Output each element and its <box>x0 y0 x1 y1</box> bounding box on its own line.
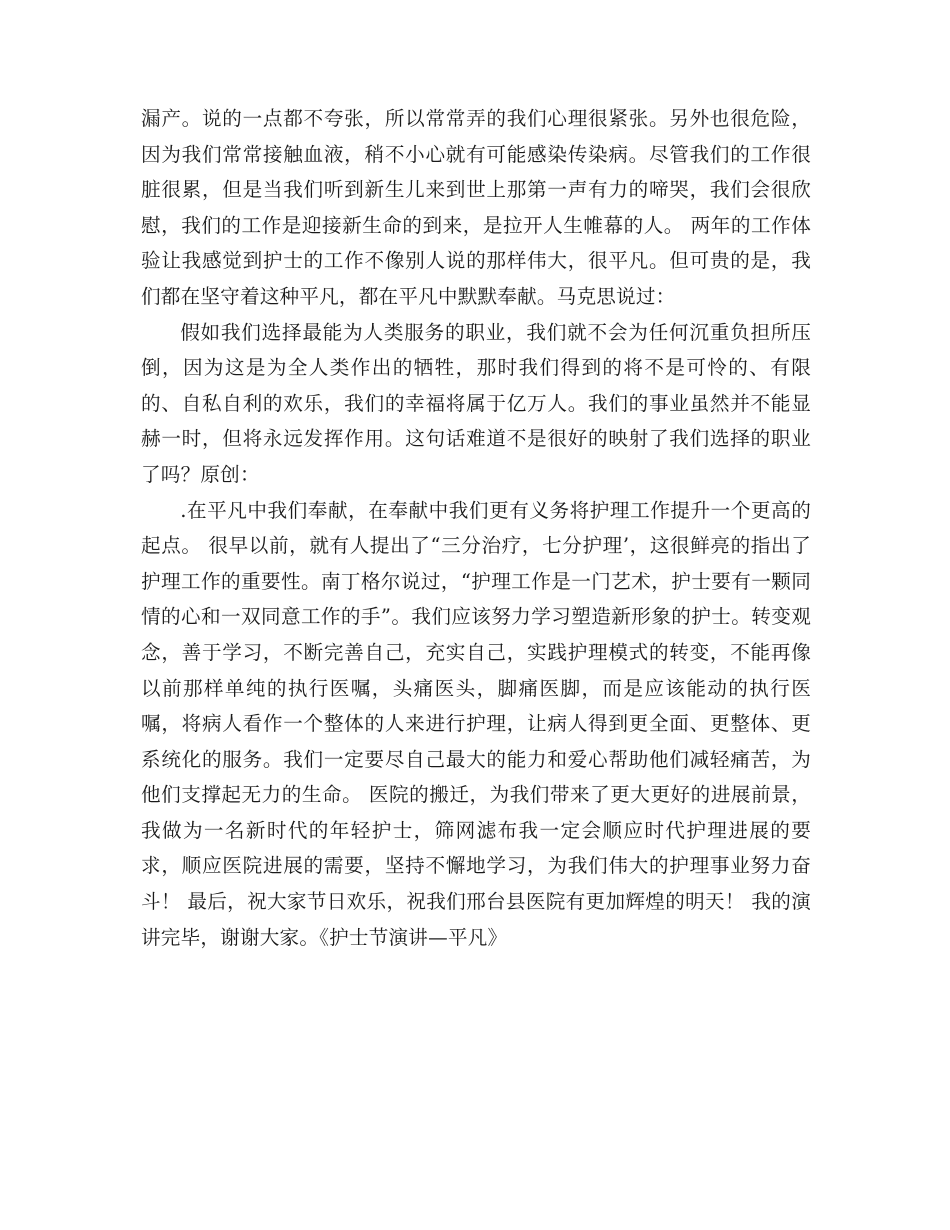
paragraph-3: .在平凡中我们奉献，在奉献中我们更有义务将护理工作提升一个更高的起点。 很早以前，就有人提出了“三分治疗，七分护理’，这很鲜亮的指出了护理工作的重要性。南丁格尔说过，“护理工作是一门艺术，护士要有一颗同情的心和一双同意工作的手”。我们应该努力学习塑造新形象的护士。转变观念，善于学习，不断完善自己，充实自己，实践护理模式的转变，不能再像以前那样单纯的执行医嘱，头痛医头，脚痛医脚，而是应该能动的执行医嘱，将病人看作一个整体的人来进行护理，让病人得到更全面、更整体、更系统化的服务。我们一定要尽自己最大的能力和爱心帮助他们减轻痛苦，为他们支撑起无力的生命。 医院的搬迁，为我们带来了更大更好的进展前景，我做为一名新时代的年轻护士，筛网滤布我一定会顺应时代护理进展的要求，顺应医院进展的需要，坚持不懈地学习，为我们伟大的护理事业努力奋斗！ 最后，祝大家节日欢乐，祝我们邢台县医院有更加辉煌的明天！ 我的演讲完毕，谢谢大家。《护士节演讲—平凡》 <box>141 498 811 949</box>
paragraph-2: 假如我们选择最能为人类服务的职业，我们就不会为任何沉重负担所压倒，因为这是为全人类作出的牺牲，那时我们得到的将不是可怜的、有限的、自私自利的欢乐，我们的幸福将属于亿万人。我们的事业虽然并不能显赫一时，但将永远发挥作用。这句话难道不是很好的映射了我们选择的职业了吗？原创： <box>141 320 811 486</box>
paragraph-1: 漏产。说的一点都不夸张，所以常常弄的我们心理很紧张。另外也很危险，因为我们常常接触血液，稍不小心就有可能感染传染病。尽管我们的工作很脏很累，但是当我们听到新生儿来到世上那第一声有力的啼哭，我们会很欣慰，我们的工作是迎接新生命的到来，是拉开人生帷幕的人。 两年的工作体验让我感觉到护士的工作不像别人说的那样伟大，很平凡。但可贵的是，我们都在坚守着这种平凡，都在平凡中默默奉献。马克思说过： <box>141 107 811 308</box>
document-body <box>141 101 811 955</box>
